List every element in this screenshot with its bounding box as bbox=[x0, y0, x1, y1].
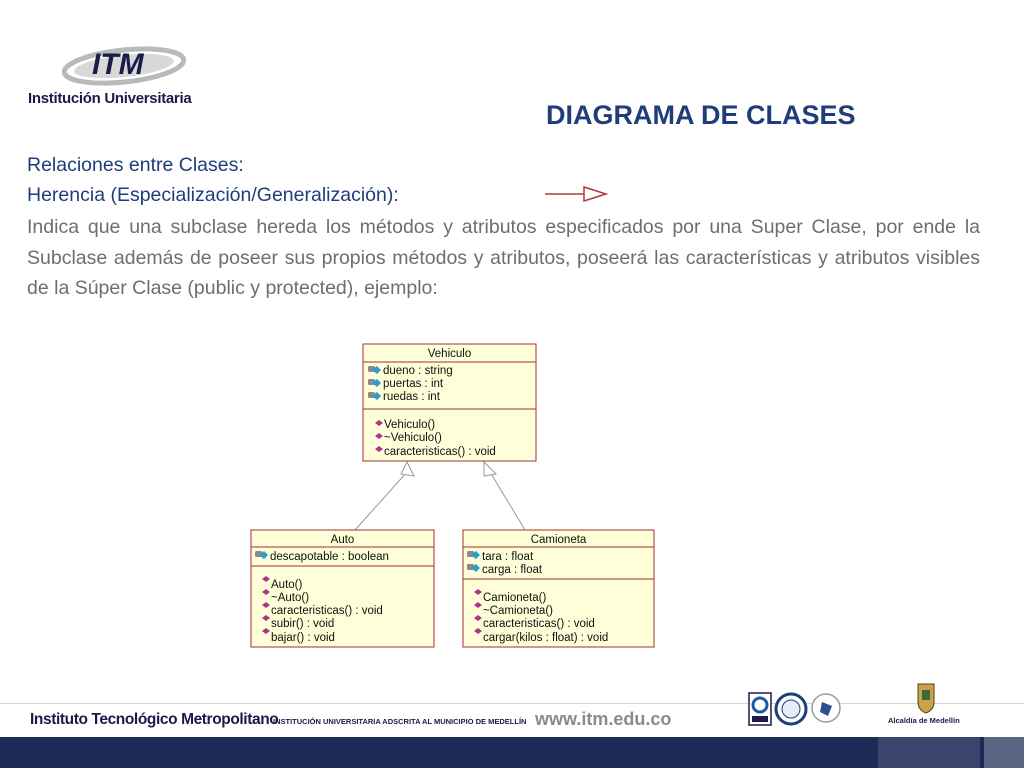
slide-description: Indica que una subclase hereda los métodos y atributos especificados por una Super Clase, por ende la Subclase además de poseer sus propios métodos y atributos, poseerá las características y atributos visibles de la Súper Clase (public y protected), ejemplo: bbox=[27, 216, 980, 299]
class-auto bbox=[251, 530, 434, 647]
slide-subtitle: Relaciones entre Clases: bbox=[27, 154, 244, 176]
class-method: bajar() : void bbox=[271, 632, 335, 644]
relation-label: Herencia (Especialización/Generalización): bbox=[27, 184, 399, 206]
footer-bar bbox=[0, 737, 1024, 768]
class-method: caracteristicas() : void bbox=[483, 618, 595, 630]
footer-bar-block bbox=[878, 737, 980, 768]
class-method: ~Camioneta() bbox=[483, 605, 553, 617]
class-method: cargar(kilos : float) : void bbox=[483, 632, 609, 644]
class-camioneta bbox=[463, 530, 654, 647]
class-method: ~Auto() bbox=[271, 592, 310, 604]
class-vehiculo bbox=[363, 344, 536, 461]
slide-title: DIAGRAMA DE CLASES bbox=[546, 100, 856, 130]
certification-seal-icon bbox=[748, 692, 772, 726]
accreditation-seal-icon bbox=[810, 692, 842, 724]
logo-institution-name: Institución Universitaria bbox=[28, 90, 192, 107]
medellin-coat-of-arms-icon bbox=[916, 682, 936, 714]
class-method: Vehiculo() bbox=[384, 419, 436, 431]
class-method: ~Vehiculo() bbox=[384, 432, 442, 444]
class-attribute: ruedas : int bbox=[383, 391, 440, 403]
class-attribute: puertas : int bbox=[383, 378, 444, 390]
alcaldia-label: Alcaldía de Medellín bbox=[888, 716, 960, 725]
logo-brand: ITM bbox=[92, 48, 144, 81]
footer-divider bbox=[0, 703, 1024, 704]
class-method: caracteristicas() : void bbox=[271, 605, 383, 617]
class-name: Vehiculo bbox=[427, 348, 472, 360]
footer-bar-block bbox=[984, 737, 1024, 768]
class-method: Auto() bbox=[271, 579, 303, 591]
class-method: subir() : void bbox=[271, 618, 335, 630]
class-attribute: dueno : string bbox=[383, 365, 453, 377]
iqnet-seal-icon bbox=[774, 692, 808, 726]
class-method: caracteristicas() : void bbox=[384, 446, 496, 458]
class-attribute: tara : float bbox=[482, 551, 534, 563]
footer-adscrita-text: INSTITUCIÓN UNIVERSITARIA ADSCRITA AL MUNICIPIO DE MEDELLÍN bbox=[273, 717, 527, 726]
footer-institution-name: Instituto Tecnológico Metropolitano bbox=[30, 711, 279, 728]
class-attribute: carga : float bbox=[482, 564, 543, 576]
generalization-lines bbox=[355, 462, 525, 530]
class-name: Auto bbox=[330, 534, 355, 546]
class-attribute: descapotable : boolean bbox=[270, 551, 389, 563]
class-name: Camioneta bbox=[530, 534, 587, 546]
class-method: Camioneta() bbox=[483, 592, 547, 604]
footer-url-link[interactable]: www.itm.edu.co bbox=[535, 709, 672, 729]
